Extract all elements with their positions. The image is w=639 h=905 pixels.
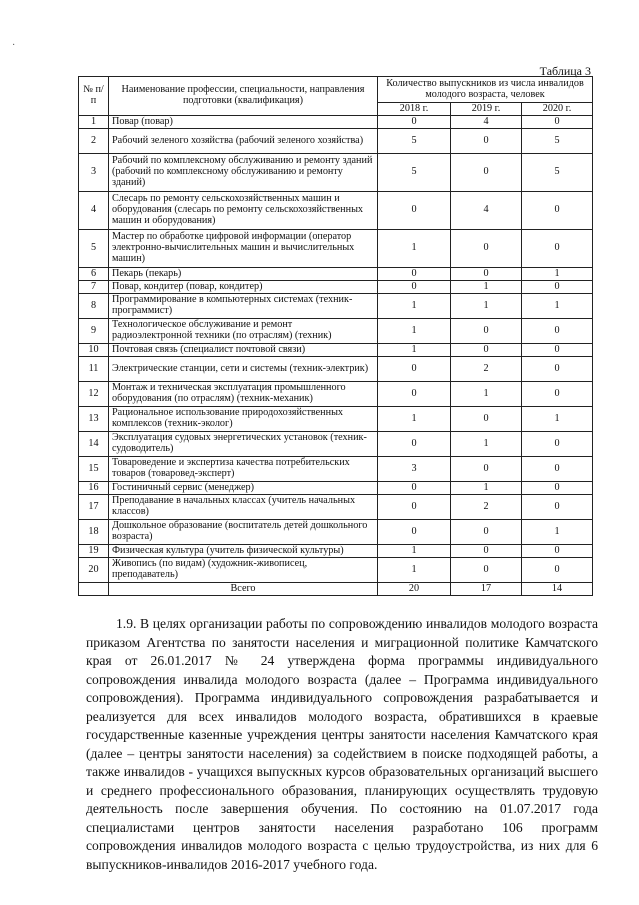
count-2018: 5 bbox=[378, 154, 451, 192]
header-year-2018: 2018 г. bbox=[378, 103, 451, 116]
count-2020: 0 bbox=[522, 344, 593, 357]
total-2019: 17 bbox=[451, 583, 522, 596]
table-row bbox=[79, 281, 593, 294]
count-2020: 0 bbox=[522, 457, 593, 482]
count-2020: 0 bbox=[522, 116, 593, 129]
profession-name: Дошкольное образование (воспитатель детей дошкольного возраста) bbox=[109, 520, 378, 545]
count-2020: 0 bbox=[522, 545, 593, 558]
count-2019: 0 bbox=[451, 407, 522, 432]
total-label: Всего bbox=[109, 583, 378, 596]
count-2020: 0 bbox=[522, 495, 593, 520]
count-2020: 0 bbox=[522, 432, 593, 457]
row-number: 7 bbox=[79, 281, 109, 294]
row-number: 13 bbox=[79, 407, 109, 432]
row-number: 3 bbox=[79, 154, 109, 192]
profession-name: Живопись (по видам) (художник-живописец, преподаватель) bbox=[109, 558, 378, 583]
table-row bbox=[79, 294, 593, 319]
profession-name: Электрические станции, сети и системы (техник-электрик) bbox=[109, 357, 378, 382]
count-2018: 0 bbox=[378, 268, 451, 281]
count-2018: 1 bbox=[378, 294, 451, 319]
table-row bbox=[79, 268, 593, 281]
table-row bbox=[79, 116, 593, 129]
profession-name: Рабочий по комплексному обслуживанию и ремонту зданий (рабочий по комплексному обслуживанию и ремонту зданий) bbox=[109, 154, 378, 192]
count-2020: 1 bbox=[522, 268, 593, 281]
count-2019: 0 bbox=[451, 344, 522, 357]
row-number: 5 bbox=[79, 230, 109, 268]
count-2020: 0 bbox=[522, 281, 593, 294]
row-number: 16 bbox=[79, 482, 109, 495]
profession-name: Преподавание в начальных классах (учитель начальных классов) bbox=[109, 495, 378, 520]
count-2018: 1 bbox=[378, 230, 451, 268]
count-2018: 0 bbox=[378, 495, 451, 520]
count-2019: 4 bbox=[451, 116, 522, 129]
profession-name: Эксплуатация судовых энергетических установок (техник-судоводитель) bbox=[109, 432, 378, 457]
header-name: Наименование профессии, специальности, направления подготовки (квалификация) bbox=[109, 77, 378, 116]
row-number: 1 bbox=[79, 116, 109, 129]
count-2018: 1 bbox=[378, 545, 451, 558]
count-2020: 0 bbox=[522, 319, 593, 344]
table-row bbox=[79, 457, 593, 482]
table-row bbox=[79, 558, 593, 583]
count-2018: 0 bbox=[378, 432, 451, 457]
row-number: 18 bbox=[79, 520, 109, 545]
count-2019: 1 bbox=[451, 482, 522, 495]
profession-name: Рациональное использование природохозяйственных комплексов (техник-эколог) bbox=[109, 407, 378, 432]
count-2020: 0 bbox=[522, 357, 593, 382]
table-row bbox=[79, 432, 593, 457]
count-2019: 1 bbox=[451, 294, 522, 319]
row-number: 2 bbox=[79, 129, 109, 154]
profession-name: Монтаж и техническая эксплуатация промышленного оборудования (по отраслям) (техник-механик) bbox=[109, 382, 378, 407]
count-2018: 0 bbox=[378, 281, 451, 294]
count-2019: 0 bbox=[451, 230, 522, 268]
header-year-2019: 2019 г. bbox=[451, 103, 522, 116]
count-2019: 0 bbox=[451, 558, 522, 583]
count-2020: 0 bbox=[522, 558, 593, 583]
profession-name: Почтовая связь (специалист почтовой связи) bbox=[109, 344, 378, 357]
table-row bbox=[79, 382, 593, 407]
row-number: 11 bbox=[79, 357, 109, 382]
table-row bbox=[79, 482, 593, 495]
count-2018: 0 bbox=[378, 482, 451, 495]
row-number: 8 bbox=[79, 294, 109, 319]
row-number: 17 bbox=[79, 495, 109, 520]
count-2019: 2 bbox=[451, 495, 522, 520]
row-number: 19 bbox=[79, 545, 109, 558]
count-2020: 0 bbox=[522, 192, 593, 230]
profession-name: Пекарь (пекарь) bbox=[109, 268, 378, 281]
row-number: 14 bbox=[79, 432, 109, 457]
table-row bbox=[79, 545, 593, 558]
table-row bbox=[79, 495, 593, 520]
row-number: 10 bbox=[79, 344, 109, 357]
count-2020: 5 bbox=[522, 154, 593, 192]
total-2020: 14 bbox=[522, 583, 593, 596]
count-2019: 0 bbox=[451, 545, 522, 558]
count-2018: 1 bbox=[378, 558, 451, 583]
body-text bbox=[86, 615, 598, 874]
profession-name: Повар (повар) bbox=[109, 116, 378, 129]
profession-name: Гостиничный сервис (менеджер) bbox=[109, 482, 378, 495]
count-2019: 0 bbox=[451, 520, 522, 545]
count-2020: 1 bbox=[522, 520, 593, 545]
count-2019: 2 bbox=[451, 357, 522, 382]
count-2020: 0 bbox=[522, 382, 593, 407]
count-2019: 4 bbox=[451, 192, 522, 230]
table-row bbox=[79, 230, 593, 268]
count-2019: 1 bbox=[451, 432, 522, 457]
header-num: № п/п bbox=[79, 77, 109, 116]
total-2018: 20 bbox=[378, 583, 451, 596]
profession-name: Мастер по обработке цифровой информации (оператор электронно-вычислительных машин и вычислительных машин) bbox=[109, 230, 378, 268]
table-row bbox=[79, 154, 593, 192]
count-2018: 0 bbox=[378, 192, 451, 230]
count-2019: 0 bbox=[451, 457, 522, 482]
table-row bbox=[79, 344, 593, 357]
row-number: 9 bbox=[79, 319, 109, 344]
table-row bbox=[79, 319, 593, 344]
profession-name: Технологическое обслуживание и ремонт радиоэлектронной техники (по отраслям) (техник) bbox=[109, 319, 378, 344]
count-2018: 3 bbox=[378, 457, 451, 482]
header-group: Количество выпускников из числа инвалидов молодого возраста, человек bbox=[378, 77, 593, 103]
paragraph-1-9: 1.9. В целях организации работы по сопровождению инвалидов молодого возраста приказом Агентства по занятости населения и миграционной политике Камчатского края от 26.01.2017 № 24 утверждена форма программы индивидуального сопровождения инвалида молодого возраста (далее – Программа индивидуального сопровождения). Программа индивидуального сопровождения разрабатывается и реализуется для всех инвалидов молодого возраста, обратившихся в краевые государственные казенные учреждения центры занятости населения Камчатского края (далее – центры занятости населения) за содействием в поиске подходящей работы, а также инвалидов - учащихся выпускных курсов образовательных организаций высшего и среднего профессионального образования, планирующих осуществлять трудовую деятельность после завершения обучения. По состоянию на 01.07.2017 года специалистами центров занятости населения разработано 106 программ сопровождения инвалидов молодого возраста с целью трудоустройства, из них для 6 выпускников-инвалидов 2016-2017 учебного года. bbox=[86, 616, 598, 872]
count-2018: 0 bbox=[378, 382, 451, 407]
row-number: 4 bbox=[79, 192, 109, 230]
profession-name: Слесарь по ремонту сельскохозяйственных машин и оборудования (слесарь по ремонту сельскохозяйственных машин и оборудования) bbox=[109, 192, 378, 230]
count-2019: 1 bbox=[451, 281, 522, 294]
graduates-table bbox=[78, 76, 593, 596]
count-2018: 5 bbox=[378, 129, 451, 154]
total-empty-cell bbox=[79, 583, 109, 596]
count-2020: 1 bbox=[522, 407, 593, 432]
row-number: 20 bbox=[79, 558, 109, 583]
count-2018: 1 bbox=[378, 319, 451, 344]
count-2019: 0 bbox=[451, 154, 522, 192]
header-year-2020: 2020 г. bbox=[522, 103, 593, 116]
count-2018: 0 bbox=[378, 116, 451, 129]
table-row bbox=[79, 129, 593, 154]
count-2020: 0 bbox=[522, 230, 593, 268]
scan-mark: · bbox=[12, 40, 16, 51]
profession-name: Рабочий зеленого хозяйства (рабочий зеленого хозяйства) bbox=[109, 129, 378, 154]
table-row bbox=[79, 520, 593, 545]
count-2018: 1 bbox=[378, 407, 451, 432]
table-body bbox=[79, 116, 593, 596]
count-2020: 1 bbox=[522, 294, 593, 319]
profession-name: Повар, кондитер (повар, кондитер) bbox=[109, 281, 378, 294]
total-row bbox=[79, 583, 593, 596]
table-row bbox=[79, 407, 593, 432]
row-number: 6 bbox=[79, 268, 109, 281]
count-2020: 0 bbox=[522, 482, 593, 495]
table-row bbox=[79, 192, 593, 230]
count-2020: 5 bbox=[522, 129, 593, 154]
row-number: 15 bbox=[79, 457, 109, 482]
table-row bbox=[79, 357, 593, 382]
count-2018: 1 bbox=[378, 344, 451, 357]
count-2019: 1 bbox=[451, 382, 522, 407]
count-2019: 0 bbox=[451, 129, 522, 154]
count-2019: 0 bbox=[451, 319, 522, 344]
count-2019: 0 bbox=[451, 268, 522, 281]
count-2018: 0 bbox=[378, 357, 451, 382]
count-2018: 0 bbox=[378, 520, 451, 545]
table-caption: Таблица 3 bbox=[539, 64, 591, 78]
profession-name: Физическая культура (учитель физической культуры) bbox=[109, 545, 378, 558]
profession-name: Товароведение и экспертиза качества потребительских товаров (товаровед-эксперт) bbox=[109, 457, 378, 482]
row-number: 12 bbox=[79, 382, 109, 407]
profession-name: Программирование в компьютерных системах (техник-программист) bbox=[109, 294, 378, 319]
